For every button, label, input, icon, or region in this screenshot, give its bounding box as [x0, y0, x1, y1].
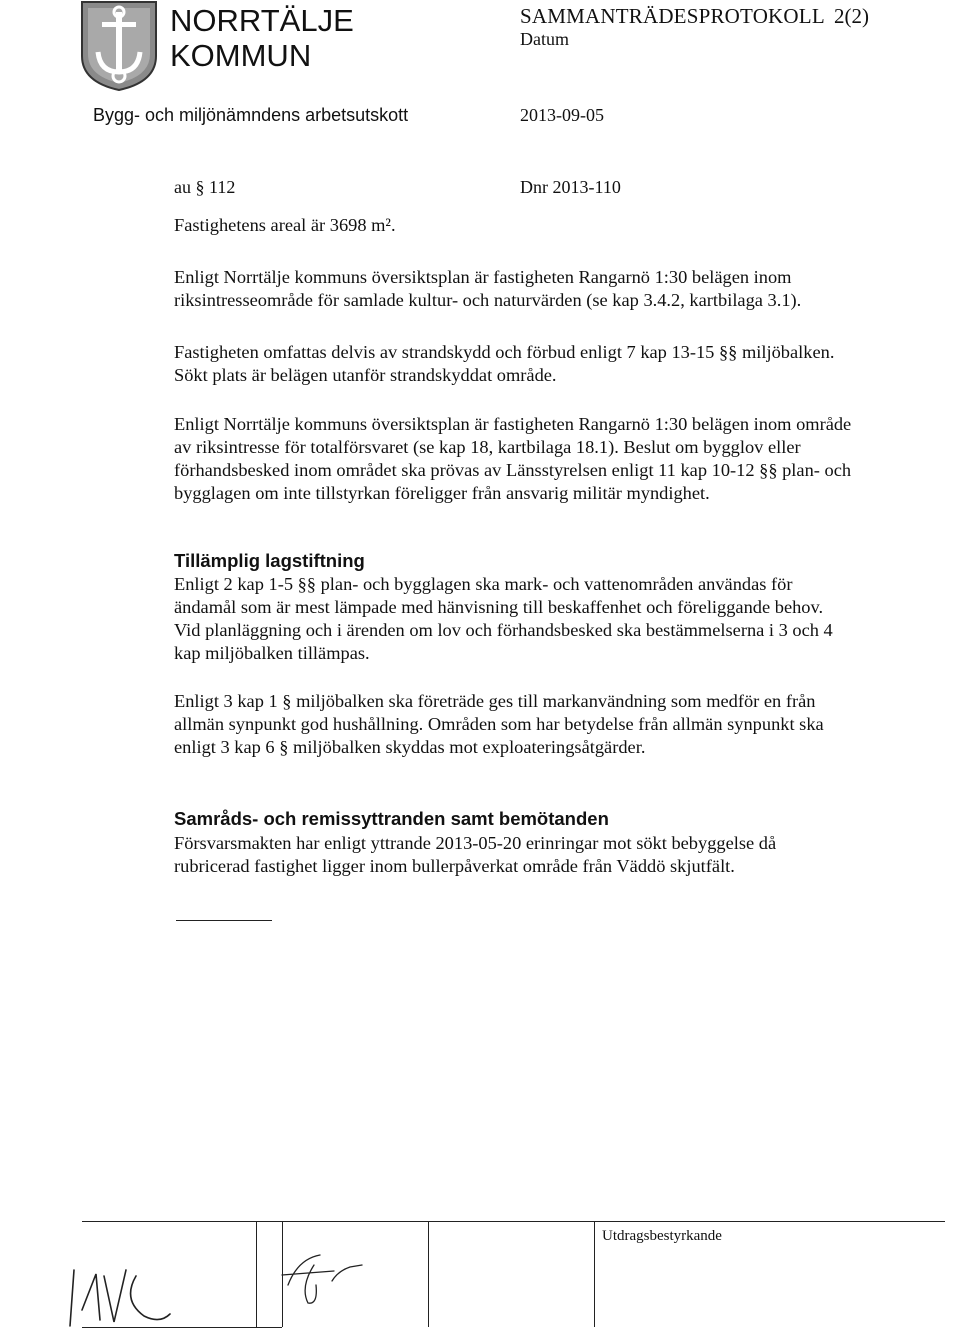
footer-column-divider: [428, 1221, 429, 1327]
document-type: SAMMANTRÄDESPROTOKOLL: [520, 4, 825, 28]
footer-top-rule: [82, 1221, 945, 1222]
paragraph-line: Enligt Norrtälje kommuns översiktsplan är fastigheten Rangarnö 1:30 belägen inom område: [174, 414, 852, 434]
paragraph-line: Försvarsmakten har enligt yttrande 2013-05-20 erinringar mot sökt bebyggelse då: [174, 833, 777, 853]
page-number: 2(2): [834, 4, 869, 28]
municipality-name-line1: NORRTÄLJE: [170, 3, 354, 38]
paragraph-strandskydd: [174, 341, 934, 387]
paragraph-reference: au § 112: [174, 177, 236, 197]
extract-certification-label: Utdragsbestyrkande: [602, 1228, 722, 1244]
paragraph-line: Sökt plats är belägen utanför strandskyddat område.: [174, 365, 557, 385]
paragraph-line: allmän synpunkt god hushållning. Områden som har betydelse från allmän synpunkt ska: [174, 714, 824, 734]
committee-name: Bygg- och miljönämndens arbetsutskott: [93, 105, 409, 125]
divider: [176, 920, 272, 921]
municipality-name-line2: KOMMUN: [170, 38, 312, 73]
paragraph-line: Enligt 3 kap 1 § miljöbalken ska företräde ges till markanvändning som medför en från: [174, 691, 816, 711]
paragraph-line: Fastigheten omfattas delvis av strandskydd och förbud enligt 7 kap 13-15 §§ miljöbalken.: [174, 342, 835, 362]
paragraph-riksintresse-kultur: [174, 266, 934, 312]
section-heading-samrad: Samråds- och remissyttranden samt bemötanden: [174, 808, 609, 829]
meeting-date: 2013-09-05: [520, 105, 604, 125]
paragraph-line: Fastighetens areal är 3698 m².: [174, 215, 396, 235]
section-heading-lagstiftning: Tillämplig lagstiftning: [174, 550, 365, 571]
municipal-coat-of-arms-icon: [80, 0, 158, 92]
paragraph-forsvarsmakten: [174, 832, 934, 878]
paragraph-totalforsvar: [174, 413, 934, 505]
footer-column-divider: [256, 1221, 257, 1327]
paragraph-area: [174, 214, 934, 237]
signature-initials-1: [52, 1240, 202, 1330]
diary-number: Dnr 2013-110: [520, 177, 621, 197]
paragraph-line: av riksintresse för totalförsvaret (se kap 18, kartbilaga 18.1). Beslut om bygglov eller: [174, 437, 801, 457]
signature-initials-2: [274, 1245, 374, 1310]
paragraph-line: Enligt Norrtälje kommuns översiktsplan är fastigheten Rangarnö 1:30 belägen inom: [174, 267, 792, 287]
paragraph-line: bygglagen om inte tillstyrkan föreligger från ansvarig militär myndighet.: [174, 483, 710, 503]
paragraph-pbl: [174, 573, 934, 665]
paragraph-line: Enligt 2 kap 1-5 §§ plan- och bygglagen ska mark- och vattenområden användas för: [174, 574, 793, 594]
paragraph-line: ändamål som är mest lämpade med hänvisning till beskaffenhet och föreliggande behov.: [174, 597, 824, 617]
paragraph-line: riksintresseområde för samlade kultur- och naturvärden (se kap 3.4.2, kartbilaga 3.1).: [174, 290, 802, 310]
paragraph-line: förhandsbesked inom området ska prövas av Länsstyrelsen enligt 11 kap 10-12 §§ plan- och: [174, 460, 852, 480]
paragraph-line: rubricerad fastighet ligger inom bullerpåverkat område från Väddö skjutfält.: [174, 856, 735, 876]
paragraph-miljobalken: [174, 690, 934, 759]
footer-column-divider: [594, 1221, 595, 1327]
paragraph-line: enligt 3 kap 6 § miljöbalken skyddas mot exploateringsåtgärder.: [174, 737, 646, 757]
paragraph-line: Vid planläggning och i ärenden om lov och förhandsbesked ska bestämmelserna i 3 och 4: [174, 620, 833, 640]
date-label: Datum: [520, 29, 569, 49]
paragraph-line: kap miljöbalken tillämpas.: [174, 643, 370, 663]
